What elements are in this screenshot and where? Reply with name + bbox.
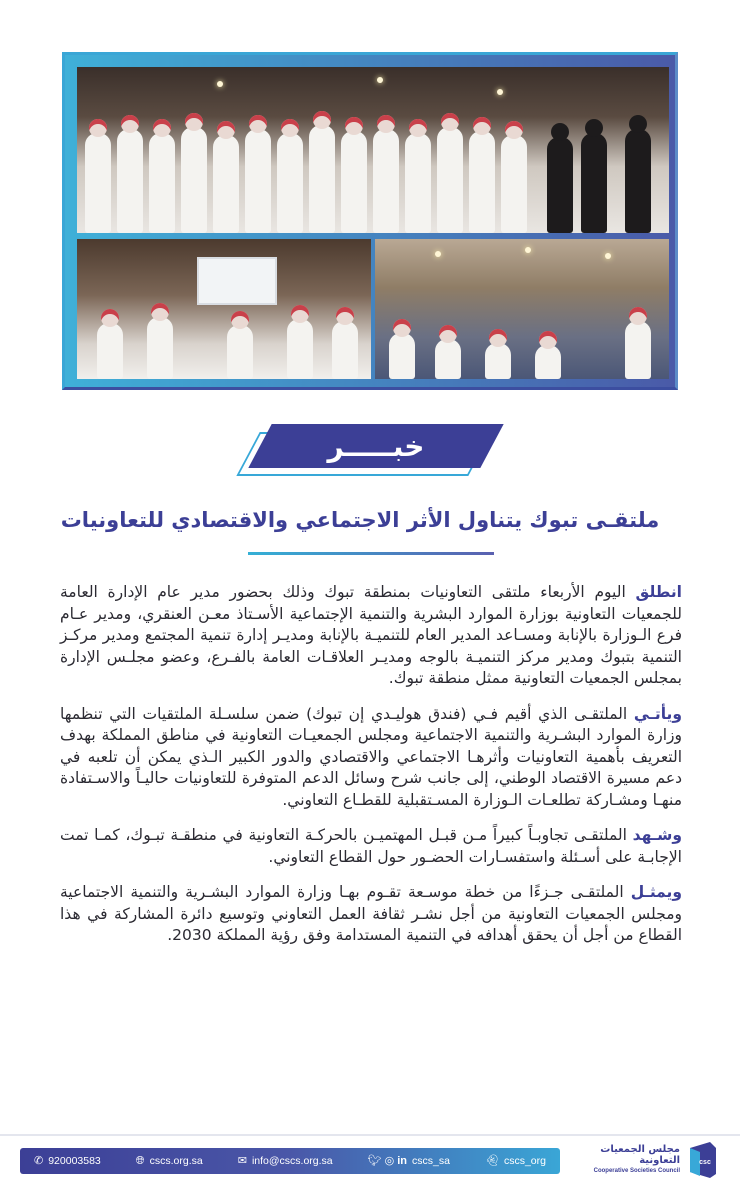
council-logo-icon <box>686 1140 720 1180</box>
social-links[interactable] <box>368 1155 450 1167</box>
photo-collage <box>62 52 678 390</box>
logo-arabic-name: مجلس الجمعيات التعاونية <box>600 1144 680 1166</box>
paragraph-lead: وشـهد <box>632 826 682 844</box>
paragraph-3 <box>60 825 682 868</box>
badge-label: خبـــــر <box>327 429 425 463</box>
council-logo <box>580 1140 720 1182</box>
meeting-photo-right <box>375 239 669 379</box>
paragraph-1 <box>60 582 682 690</box>
snapchat-link[interactable] <box>485 1155 546 1167</box>
website-link[interactable] <box>136 1155 203 1167</box>
paragraph-text: اليوم الأربعاء ملتقى التعاونيات بمنطقة تبوك وذلك بحضور مدير عام الإدارة العامة للجمعيات التعاونية بوزارة الموارد البشرية والتنمية الإجتماعية الأسـتاذ معـن العنقري، ومدير عـام فرع الـوزارة بالإنابة ومسـاعد المدير العام للتنميـة بالإنابة ومديـر إدارة تنمية المجتمع ومدير مركـز التنمية بتبوك ومدير مركز التنميـة بالوجه ومديـر العلاقـات العامة بالفـرع، وعضو مجلـس الإدارة بمجلس الجمعيات التعاونية ممثل منطقة تبوك. <box>60 583 682 687</box>
linkedin-icon[interactable]: in <box>397 1154 408 1167</box>
contact-bar <box>20 1148 560 1174</box>
phone-icon: ✆ <box>34 1154 44 1167</box>
twitter-icon[interactable]: 🐦︎ <box>367 1154 382 1167</box>
email-link[interactable] <box>238 1155 333 1167</box>
social-handle: cscs_sa <box>412 1155 450 1167</box>
paragraph-text: الملتقـى تجاوبـاً كبيراً مـن قبـل المهتميـن بالحركـة التعاونية في منطقـة تبـوك، كمـا تمت الإجابـة على أسـئلة واستفسـارات الحضـور حول القطاع التعاوني. <box>60 826 682 866</box>
news-badge <box>248 424 492 476</box>
snapchat-handle: cscs_org <box>503 1155 546 1167</box>
email-text: info@cscs.org.sa <box>251 1155 333 1167</box>
group-photo <box>77 67 669 233</box>
paragraph-lead: ويأتـي <box>633 704 682 723</box>
paragraph-lead: ويمثـل <box>630 883 682 901</box>
paragraph-4 <box>60 882 682 947</box>
globe-icon: 🌐︎ <box>135 1154 145 1167</box>
article-body <box>60 582 682 961</box>
paragraph-lead: انطلق <box>635 583 682 601</box>
logo-mark-text: csc <box>699 1159 711 1166</box>
phone-contact[interactable] <box>34 1155 101 1167</box>
mail-icon: ✉ <box>237 1154 247 1167</box>
website-text: cscs.org.sa <box>149 1155 203 1167</box>
headline-divider <box>248 552 494 555</box>
paragraph-text: الملتقـى جـزءًا من خطة موسـعة تقـوم بهـا وزارة الموارد البشـرية والتنمية الاجتماعية ومجلس الجمعيات التعاونية من أجل نشـر ثقافة العمل التعاوني وتوسيع دائرة المشاركة في هذا القطاع من أجل أن يحقق أهدافه في التنمية المستدامة وفق رؤية المملكة 2030. <box>60 883 682 944</box>
phone-number: 920003583 <box>48 1155 101 1167</box>
logo-english-name: Cooperative Societies Council <box>593 1168 680 1174</box>
footer-divider <box>0 1134 740 1136</box>
headline: ملتقـى تبوك يتناول الأثر الاجتماعي والاقتصادي للتعاونيات <box>60 508 660 532</box>
paragraph-2 <box>60 704 682 812</box>
meeting-photo-left <box>77 239 371 379</box>
snapchat-icon: 👻︎ <box>484 1154 499 1167</box>
instagram-icon[interactable]: ◎ <box>384 1154 395 1167</box>
paragraph-text: الملتقـى الذي أقيم فـي (فندق هوليـدي إن تبوك) ضمن سلسـلة الملتقيات التي تنظمها وزارة الموارد البشـرية والتنمية الاجتماعية ومجلس الجمعيـات التعاونية في مناطق المملكة بهدف التعريف بأهمية التعاونيات وأثرهـا الاجتماعي والاقتصادي والدور الكبير الـذي يمكن أن تلعبه في دعم مسيرة الاقتصاد الوطني، إلى جانب شرح وسائل الدعم المتوفرة للتعاونيات حاليـاً والاسـتفادة منهـا ومشـاركة تطلعـات الـوزارة المسـتقبلية للقطـاع التعاوني. <box>60 704 682 809</box>
